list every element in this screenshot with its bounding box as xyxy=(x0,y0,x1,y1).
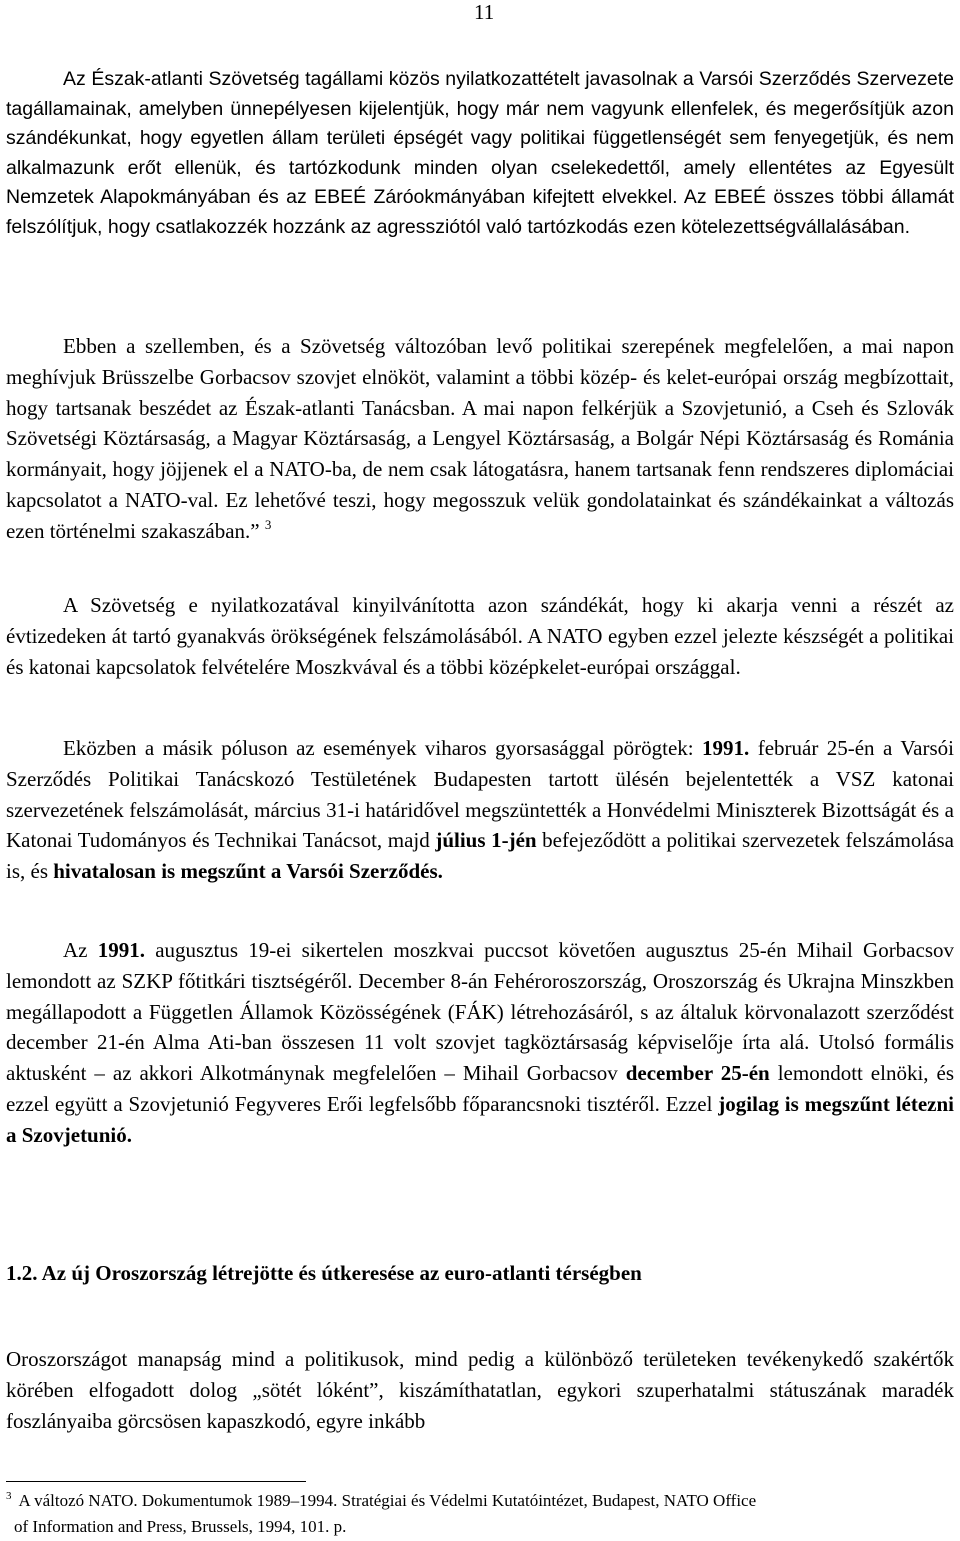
paragraph-text: Az EBEÉ összes többi államát felszólítjuk, hogy csatlakozzék hozzánk az agressziótól való tartózkodás ezen kötelezettségvállalásában. xyxy=(6,186,954,238)
footnote-mark: 3 xyxy=(6,1490,12,1502)
emphasis-text: 1991. xyxy=(97,938,145,962)
emphasis-text: december 25-én xyxy=(625,1061,770,1086)
footnote-text: of Information and Press, Brussels, 1994, 101. p. xyxy=(14,1517,347,1536)
footnote-text: A változó NATO. Dokumentumok 1989–1994. Stratégiai és Védelmi Kutatóintézet, Budapest, NATO Office xyxy=(18,1491,757,1510)
footnote-divider xyxy=(6,1481,306,1482)
paragraph-text: A Szövetség e nyilatkozatával kinyilvánította azon szándékát, hogy ki akarja venni a részét az évtizedeken át tartó gyanakvás örökségének felszámolásából. A NATO egyben ezzel jelezte készségét a politikai és katonai kapcsolatok felvételére Moszkvával és a többi középkelet-európai országgal. xyxy=(6,593,954,679)
paragraph-text: február 25-én a Varsói Szerződés Politikai Tanácskozó Testületének Budapesten tartott ülésén bejelentették a VSZ katonai szervezetének felszámolását, március 31-i határidővel megszüntették a Honvédelmi Miniszterek Bizottságát és a Katonai Tudományos és Technikai Tanácsot, majd xyxy=(6,736,954,853)
emphasis-text: hivatalosan is megszűnt a Varsói Szerződés. xyxy=(53,859,443,884)
section-heading: 1.2. Az új Oroszország létrejötte és útkeresése az euro-atlanti térségben xyxy=(6,1261,642,1285)
emphasis-text: július 1-jén xyxy=(435,828,537,853)
paragraph-text: Ebben a szellemben, és a Szövetség változóban levő politikai szerepének megfelelően, a mai napon meghívjuk Brüsszelbe Gorbacsov szovjet elnököt, valamint a többi közép- és kelet-európai ország megbízottait, hogy tartsanak beszédet az Észak-atlanti Tanácsban. A mai napon felkérjük a Szovjetunió, a Cseh és Szlovák Szövetségi Köztársaság, a Magyar Köztársaság, a Lengyel Köztársaság, a Bolgár Népi Köztársaság és Románia kormányait, hogy jöjjenek el a NATO-ba, de nem csak látogatásra, hanem tartsanak fenn rendszeres diplomáciai kapcsolatot a NATO-val. Ez lehetővé teszi, hogy megosszuk velük gondolatainkat és szándékainkat a változás ezen történelmi szakaszában.” xyxy=(6,334,954,543)
paragraph-new-russia xyxy=(6,1344,954,1436)
paragraph-soviet-dissolution xyxy=(6,935,954,1151)
footnote xyxy=(6,1488,954,1540)
page-number: 11 xyxy=(474,0,495,24)
paragraph-warsaw-dissolution xyxy=(6,733,954,887)
paragraph-invitation xyxy=(6,331,954,547)
emphasis-text: 1991. xyxy=(702,736,750,760)
paragraph-alliance-intent xyxy=(6,590,954,682)
paragraph-text: Eközben a másik póluson az események viharos gyorsasággal pörögtek: xyxy=(63,736,703,760)
footnote-reference: 3 xyxy=(264,516,272,532)
paragraph-text: befejeződött a politikai szervezetek felszámolása is, és xyxy=(6,828,954,884)
paragraph-text: Az xyxy=(63,938,98,962)
paragraph-text: lemondott elnöki, és ezzel együtt a Szovjetunió Fegyveres Erői legfelsőbb főparancsnoki tisztéről. Ezzel xyxy=(6,1061,954,1116)
emphasis-text: jogilag is megszűnt létezni a Szovjetunió. xyxy=(6,1091,954,1147)
paragraph-text: augusztus 19-ei sikertelen moszkvai puccsot követően augusztus 25-én Mihail Gorbacsov lemondott az SZKP főtitkári tisztségéről. December 8-án Fehéroroszország, Oroszország és Ukrajna Minszkben megállapodott a Független Államok Közösségének (FÁK) létrehozásáról, s az általuk körvonalazott szerződést december 21-én Alma Ati-ban összesen 11 volt szovjet tagköztársaság képviselője írta alá. Utolsó formális aktusként – az akkori Alkotmánynak megfelelően – Mihail Gorbacsov xyxy=(6,938,954,1086)
paragraph-text: Az Észak-atlanti Szövetség tagállami közös nyilatkozattételt javasolnak a Varsói Szerződés Szervezete tagállamainak, amelyben ünnepélyesen kijelentjük, hogy már nem vagyunk ellenfelek, és megerősítjük azon szándékunkat, hogy egyetlen állam területi épségét vagy politikai függetlenségét sem fenyegetjük, és nem alkalmazunk erőt ellenük, és tartózkodunk minden olyan cselekedettől, amely ellentétes az Egyesült Nemzetek Alapokmányában és az EBEÉ Záróokmányában kifejtett elvekkel. xyxy=(6,68,954,208)
paragraph-nato-declaration xyxy=(6,65,954,242)
paragraph-text: Oroszországot manapság mind a politikusok, mind pedig a különböző területeken tevékenykedő szakértők körében elfogadott dolog „sötét lóként”, kiszámíthatatlan, egykori szuperhatalmi státuszának maradék foszlányaiba görcsösen kapaszkodó, egyre inkább xyxy=(6,1347,954,1433)
